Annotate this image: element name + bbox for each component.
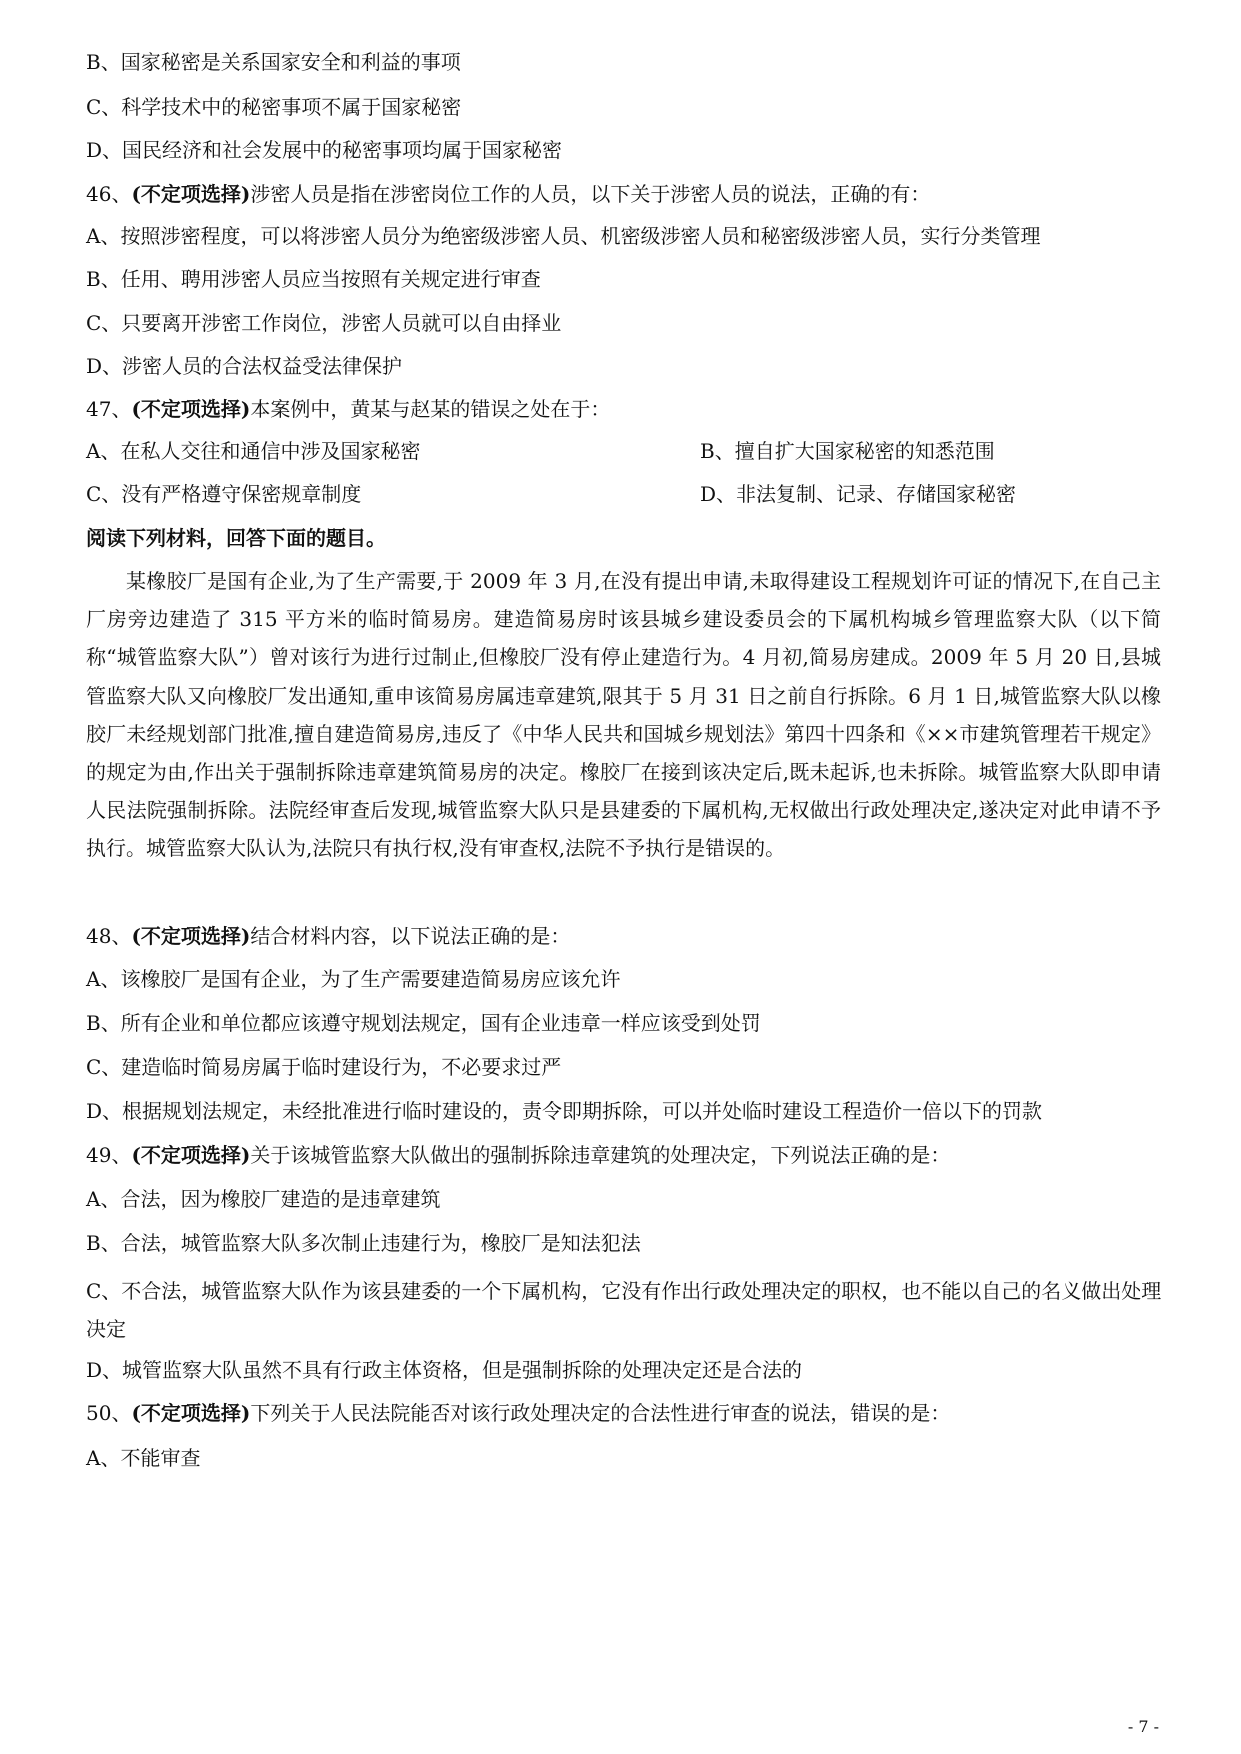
q47-option-row-2 — [86, 482, 1171, 506]
q46-option-d: D、涉密人员的合法权益受法律保护 — [86, 354, 403, 378]
question-text: 关于该城管监察大队做出的强制拆除违章建筑的处理决定，下列说法正确的是： — [250, 1143, 951, 1167]
q45-option-c: C、科学技术中的秘密事项不属于国家秘密 — [86, 95, 462, 119]
q49-option-a: A、合法，因为橡胶厂建造的是违章建筑 — [86, 1187, 441, 1211]
q47-option-a: A、在私人交往和通信中涉及国家秘密 — [86, 439, 421, 463]
question-text: 涉密人员是指在涉密岗位工作的人员，以下关于涉密人员的说法，正确的有： — [250, 182, 931, 206]
q49-stem — [86, 1143, 1171, 1167]
q49-option-d: D、城管监察大队虽然不具有行政主体资格，但是强制拆除的处理决定还是合法的 — [86, 1358, 803, 1382]
q49-option-c: C、不合法，城管监察大队作为该县建委的一个下属机构，它没有作出行政处理决定的职权，也不能以自己的名义做出处理决定 — [86, 1279, 1162, 1341]
question-type-tag: (不定项选择) — [131, 924, 251, 948]
question-text: 本案例中，黄某与赵某的错误之处在于： — [250, 397, 611, 421]
q45-option-b: B、国家秘密是关系国家安全和利益的事项 — [86, 50, 461, 74]
q50-stem — [86, 1401, 1171, 1425]
q46-option-a: A、按照涉密程度，可以将涉密人员分为绝密级涉密人员、机密级涉密人员和秘密级涉密人员，实行分类管理 — [86, 224, 1041, 248]
question-type-tag: (不定项选择) — [131, 182, 251, 206]
q48-option-a: A、该橡胶厂是国有企业，为了生产需要建造简易房应该允许 — [86, 967, 621, 991]
q46-option-c: C、只要离开涉密工作岗位，涉密人员就可以自由择业 — [86, 311, 562, 335]
question-text: 下列关于人民法院能否对该行政处理决定的合法性进行审查的说法，错误的是： — [250, 1401, 951, 1425]
question-type-tag: (不定项选择) — [131, 1143, 251, 1167]
q47-option-c: C、没有严格遵守保密规章制度 — [86, 482, 362, 506]
q49-option-b: B、合法，城管监察大队多次制止违建行为，橡胶厂是知法犯法 — [86, 1231, 641, 1255]
q48-option-b: B、所有企业和单位都应该遵守规划法规定，国有企业违章一样应该受到处罚 — [86, 1011, 761, 1035]
question-type-tag: (不定项选择) — [131, 1401, 251, 1425]
q47-option-b: B、擅自扩大国家秘密的知悉范围 — [700, 439, 995, 463]
question-number: 49、 — [86, 1143, 132, 1167]
q48-option-c: C、建造临时简易房属于临时建设行为，不必要求过严 — [86, 1055, 562, 1079]
q48-stem — [86, 924, 1171, 948]
q47-stem — [86, 397, 1171, 421]
question-number: 47、 — [86, 397, 132, 421]
question-type-tag: (不定项选择) — [131, 397, 251, 421]
q47-option-row-1 — [86, 439, 1171, 463]
q46-option-b: B、任用、聘用涉密人员应当按照有关规定进行审查 — [86, 267, 541, 291]
question-number: 46、 — [86, 182, 132, 206]
q50-option-a: A、不能审查 — [86, 1446, 201, 1470]
question-number: 50、 — [86, 1401, 132, 1425]
q46-stem — [86, 182, 1171, 206]
question-number: 48、 — [86, 924, 132, 948]
question-text: 结合材料内容，以下说法正确的是： — [250, 924, 571, 948]
page-number: - 7 - — [1127, 1717, 1159, 1736]
q45-option-d: D、国民经济和社会发展中的秘密事项均属于国家秘密 — [86, 138, 563, 162]
reading-passage: 某橡胶厂是国有企业,为了生产需要,于 2009 年 3 月,在没有提出申请,未取得建设工程规划许可证的情况下,在自己主厂房旁边建造了 315 平方米的临时简易房。建造简易房时该县城乡建设委员会的下属机构城乡管理监察大队（以下简称“城管监察大队”）曾对该行为进行过制止,但橡胶厂没有停止建造行为。4 月初,简易房建成。2009 年 5 月 20 日,县城管监察大队又向橡胶厂发出通知,重申该简易房属违章建筑,限其于 5 月 31 日之前自行拆除。6 月 1 日,城管监察大队以橡胶厂未经规划部门批准,擅自建造简易房,违反了《中华人民共和国城乡规划法》第四十四条和《××市建筑管理若干规定》的规定为由,作出关于强制拆除违章建筑简易房的决定。橡胶厂在接到该决定后,既未起诉,也未拆除。城管监察大队即申请人民法院强制拆除。法院经审查后发现,城管监察大队只是县建委的下属机构,无权做出行政处理决定,遂决定对此申请不予执行。城管监察大队认为,法院只有执行权,没有审查权,法院不予执行是错误的。 — [86, 569, 1161, 861]
section-heading: 阅读下列材料，回答下面的题目。 — [86, 526, 386, 550]
q48-option-d: D、根据规划法规定，未经批准进行临时建设的，责令即期拆除，可以并处临时建设工程造价一倍以下的罚款 — [86, 1099, 1043, 1123]
q47-option-d: D、非法复制、记录、存储国家秘密 — [700, 482, 1017, 506]
